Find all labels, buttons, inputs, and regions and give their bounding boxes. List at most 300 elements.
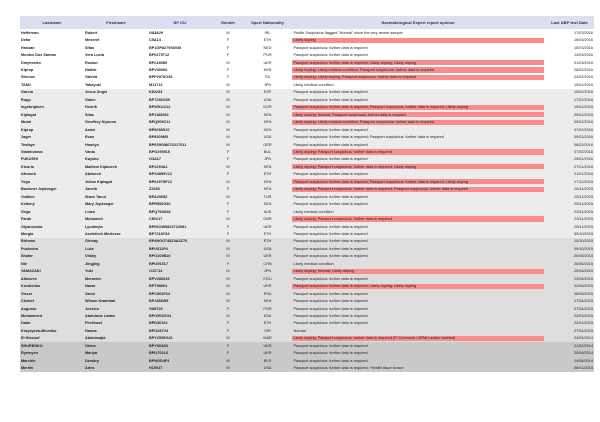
cell-opinion: [291, 349, 545, 356]
opinion-text: Passport suspicious: further data is required: [293, 321, 368, 326]
opinion-text: Likely doping; Passport suspicious: further data is required: [292, 216, 544, 221]
opinion-text: Likely doping; Passport suspicious: further data is required; Passport suspicious: further data is required: [292, 187, 544, 192]
cell-opinion: [291, 327, 545, 334]
cell-firstname: Asbel: [85, 127, 96, 132]
column-header-gender[interactable]: Gender: [212, 16, 244, 29]
table-row[interactable]: [20, 96, 594, 103]
cell-lastname: YAMAZAKI: [21, 269, 41, 274]
table-row[interactable]: [20, 290, 594, 297]
opinion-text: Passport suspicious: further data is required; Passport suspicious: further data is required: [293, 135, 444, 140]
cell-gender: F: [226, 172, 230, 177]
cell-nationality: POR: [263, 53, 272, 58]
cell-last-test-date: 17/04/2015: [573, 299, 593, 304]
opinion-text: Passport suspicious: further data is required: [293, 157, 368, 162]
opinion-text: Passport suspicious: further data is required: [293, 358, 368, 363]
table-row[interactable]: [20, 81, 594, 88]
cell-opinion: [291, 342, 545, 349]
cell-nationality: USA: [263, 97, 272, 102]
cell-firstname: Wilson Kwambai: [85, 299, 116, 304]
table-row[interactable]: [20, 342, 594, 349]
cell-last-test-date: 23/03/2015: [573, 313, 593, 318]
cell-bpid-link[interactable]: BPU311P4: [149, 246, 168, 251]
cell-bpid-link[interactable]: BPW511212: [149, 105, 171, 110]
cell-firstname: Jesus Angel: [85, 90, 108, 95]
cell-opinion-flagged: [291, 268, 545, 275]
cell-gender: M: [226, 284, 230, 289]
cell-opinion: [291, 44, 545, 51]
table-row[interactable]: [20, 200, 594, 207]
table-row[interactable]: [20, 230, 594, 237]
cell-firstname: Nazar: [85, 284, 96, 289]
table-row[interactable]: [20, 193, 594, 200]
cell-gender: F: [226, 187, 230, 192]
cell-opinion-flagged: [291, 215, 545, 222]
cell-last-test-date: 09/02/2016: [573, 120, 593, 125]
cell-bpid-link[interactable]: BPX3859V12: [149, 172, 173, 177]
cell-last-test-date: 17/03/2016: [573, 30, 593, 35]
cell-lastname: FUKUSHI: [21, 157, 38, 162]
cell-nationality: ALB: [263, 209, 272, 214]
cell-gender: M: [226, 60, 230, 65]
cell-opinion: [291, 290, 545, 297]
opinion-text: Passport suspicious: further data is required: [293, 202, 368, 207]
cell-nationality: CHN: [263, 261, 272, 266]
cell-nationality: KEN: [263, 127, 272, 132]
cell-nationality: ETH: [263, 231, 272, 236]
opinion-text: Likely doping; Passport suspicious: further data is required (FI Comment / APMU action needed): [292, 336, 544, 341]
cell-bpid-link[interactable]: BPQ794D28: [149, 209, 171, 214]
table-row[interactable]: [20, 297, 594, 304]
cell-bpid-link[interactable]: BPY3032N: [149, 343, 168, 348]
table-row[interactable]: [20, 335, 594, 342]
cell-last-test-date: 23/11/2015: [574, 209, 593, 214]
table-row[interactable]: [20, 171, 594, 178]
cell-lastname: Kiplagat: [21, 112, 36, 117]
cell-bpid-link[interactable]: BP06OW9822T22081: [149, 224, 187, 229]
cell-gender: M: [226, 194, 230, 199]
cell-nationality: USA: [263, 135, 272, 140]
cell-nationality: UKR: [263, 284, 272, 289]
cell-bpid-link[interactable]: M11714: [149, 82, 163, 87]
table-row[interactable]: [20, 208, 594, 215]
cell-nationality: ETH: [263, 321, 272, 326]
cell-gender: M: [226, 246, 230, 251]
table-row[interactable]: [20, 223, 594, 230]
cell-bpid-link[interactable]: BPI2702L6: [149, 351, 169, 356]
table-row[interactable]: [20, 178, 594, 185]
cell-lastname: Dado: [21, 321, 31, 326]
table-row[interactable]: [20, 238, 594, 245]
column-header-date[interactable]: Last ABP test Date: [545, 16, 594, 29]
cell-gender: F: [226, 45, 230, 50]
cell-bpid-link[interactable]: BP8309M5: [149, 135, 168, 140]
cell-nationality: UKR: [263, 254, 272, 259]
table-row[interactable]: [20, 163, 594, 170]
cell-lastname: Heffernan: [21, 30, 39, 35]
opinion-text: Passport suspicious: further data is required: [293, 299, 368, 304]
cell-nationality: JPN: [263, 269, 272, 274]
opinion-text: Passport suspicious: further data is required: [293, 224, 368, 229]
opinion-text: Passport suspicious: further data is required: [293, 172, 368, 177]
table-row[interactable]: [20, 327, 594, 334]
table-row[interactable]: [20, 245, 594, 252]
cell-firstname: Kayoko: [85, 157, 99, 162]
opinion-text: Likely doping; Normal; Passport suspicious: further data is required: [292, 112, 544, 117]
cell-nationality: EGU: [263, 276, 272, 281]
cell-firstname: Mary Jepkosgei: [85, 202, 114, 207]
table-row[interactable]: [20, 357, 594, 364]
cell-last-test-date: 14/03/2016: [573, 53, 593, 58]
cell-opinion-flagged: [291, 282, 545, 289]
table-row[interactable]: [20, 148, 594, 155]
cell-bpid-link[interactable]: BPV286633: [149, 276, 170, 281]
abp-table-sheet: [20, 16, 593, 372]
cell-firstname: Henrik: [85, 105, 97, 110]
cell-firstname: Janeth: [85, 187, 98, 192]
column-header-bpid[interactable]: BP ID#: [148, 16, 212, 29]
table-row[interactable]: [20, 312, 594, 319]
opinion-text: Passport suspicious: further data is required; Passport suspicious: further data is required; Likely doping: [292, 179, 544, 184]
cell-bpid-link[interactable]: BPC802F24: [149, 291, 170, 296]
cell-nationality: KEN: [263, 68, 272, 72]
column-header-lastname[interactable]: Lastname: [20, 16, 84, 29]
cell-bpid-link[interactable]: BPW2D4F4: [149, 358, 170, 363]
cell-bpid-link[interactable]: Z2296: [149, 187, 160, 192]
opinion-text: Passport suspicious: further data is required: [293, 142, 368, 147]
opinion-text: Passport suspicious: further data is required: [293, 194, 368, 199]
cell-gender: F: [226, 75, 230, 80]
table-row[interactable]: [20, 51, 594, 58]
cell-firstname: Valeria: [85, 75, 98, 80]
cell-last-test-date: 29/01/2016: [573, 157, 593, 162]
cell-firstname: Mathew Kipkoech: [85, 164, 118, 169]
table-row[interactable]: [20, 126, 594, 133]
cell-lastname: Ozbilen: [21, 194, 35, 199]
table-row[interactable]: [20, 74, 594, 81]
opinion-text: Passport suspicious: further data is required: [293, 90, 368, 95]
cell-opinion: [291, 96, 545, 103]
opinion-text: Normal: [293, 328, 306, 333]
cell-last-test-date: 21/01/2016: [573, 172, 593, 177]
cell-opinion-flagged: [291, 74, 545, 81]
cell-gender: M: [226, 112, 230, 117]
cell-firstname: Vitaliy: [85, 254, 97, 259]
cell-bpid-link[interactable]: BP1188961: [149, 112, 169, 117]
cell-last-test-date: 17/02/2016: [573, 97, 593, 102]
cell-bpid-link[interactable]: BP2293A1: [149, 164, 168, 169]
cell-opinion: [291, 89, 545, 96]
cell-opinion-flagged: [291, 104, 545, 111]
table-row[interactable]: [20, 133, 594, 140]
cell-gender: F: [226, 261, 230, 266]
cell-nationality: USA: [263, 246, 272, 251]
cell-lastname: Stambolova: [21, 149, 43, 154]
cell-gender: M: [226, 336, 230, 341]
cell-firstname: Mariya: [85, 351, 98, 356]
cell-firstname: Abebech: [85, 172, 102, 177]
table-row[interactable]: [20, 66, 594, 73]
cell-nationality: ETH: [263, 239, 272, 244]
cell-lastname: Birhanu: [21, 239, 36, 244]
cell-gender: M: [226, 269, 230, 274]
cell-bpid-link[interactable]: BPV30066: [149, 68, 168, 72]
cell-opinion: [291, 305, 545, 312]
cell-bpid-link[interactable]: K82233: [149, 90, 163, 95]
cell-firstname: Abdulaziz Ladan: [85, 313, 115, 318]
cell-gender: M: [226, 30, 230, 35]
cell-lastname: El Hissouf: [21, 336, 40, 341]
opinion-text: Passport suspicious: further data is required; Passport suspicious: further data is required; Likely doping: [292, 105, 544, 110]
column-header-opinion[interactable]: Haematological Expert report opinion: [291, 16, 545, 29]
table-row[interactable]: [20, 349, 594, 356]
cell-bpid-link[interactable]: BPI291517: [149, 261, 168, 266]
cell-opinion: [291, 81, 545, 88]
cell-last-test-date: 21/02/2014: [573, 343, 593, 348]
cell-lastname: Kiprop: [21, 127, 34, 132]
cell-firstname: Galen: [85, 97, 96, 102]
cell-lastname: Tesfaye: [21, 142, 35, 147]
table-header: [20, 16, 594, 29]
opinion-text: Likely doping; Normal; Likely doping: [292, 269, 544, 274]
cell-firstname: Yuki: [85, 269, 93, 274]
table-row[interactable]: [20, 44, 594, 51]
cell-bpid-link[interactable]: BP8298S10: [149, 127, 170, 132]
cell-firstname: Meseret: [85, 38, 100, 43]
cell-bpid-link[interactable]: BP4NGO748Z4A3Z70: [149, 239, 188, 244]
cell-bpid-link[interactable]: BPR506G30: [149, 202, 171, 207]
cell-nationality: TUR: [263, 194, 272, 199]
table-row[interactable]: [20, 260, 594, 267]
cell-bpid-link[interactable]: BPQ509C11: [149, 120, 171, 125]
cell-bpid-link[interactable]: BP1GP8279S0030: [149, 45, 182, 50]
cell-last-test-date: 07/04/2015: [573, 328, 593, 333]
cell-opinion: [291, 208, 545, 215]
opinion-text: Likely doping; Passport suspicious: further data is required: [292, 149, 544, 154]
cell-firstname: Firehiwot: [85, 321, 102, 326]
cell-lastname: SHURENKO: [21, 343, 43, 348]
cell-last-test-date: 26/06/2015: [573, 261, 593, 266]
cell-last-test-date: 22/01/2015: [573, 321, 593, 326]
cell-opinion: [291, 312, 545, 319]
cell-nationality: KEN: [263, 202, 272, 207]
cell-gender: M: [226, 239, 230, 244]
cell-nationality: BLR: [263, 358, 272, 363]
cell-lastname: Krayzyeva-Minenko: [21, 328, 57, 333]
cell-firstname: Luke: [85, 246, 94, 251]
cell-lastname: Kelteny: [21, 202, 35, 207]
cell-bpid-link[interactable]: BPG295915: [149, 149, 170, 154]
cell-nationality: RSA: [263, 291, 272, 296]
opinion-text: Passport suspicious: further data is required: [293, 313, 368, 318]
table-row[interactable]: [20, 215, 594, 222]
cell-bpid-link[interactable]: C5A14: [149, 38, 161, 43]
cell-bpid-link[interactable]: CNIV17: [149, 217, 163, 222]
cell-nationality: USA: [263, 366, 272, 371]
cell-opinion: [291, 297, 545, 304]
cell-firstname: Aselefech Mezlesse: [85, 231, 121, 236]
cell-last-test-date: 02/06/2015: [573, 284, 593, 289]
cell-nationality: ISR: [264, 328, 271, 333]
cell-last-test-date: 07/02/2016: [573, 149, 593, 154]
table-row[interactable]: [20, 320, 594, 327]
cell-bpid-link[interactable]: BPO209B16: [149, 254, 171, 259]
table-row[interactable]: [20, 104, 594, 111]
opinion-text: Passport suspicious: further data is required: [293, 254, 368, 259]
cell-bpid-link[interactable]: BPP2576O36: [149, 75, 173, 80]
cell-firstname: Jingjing: [85, 261, 100, 266]
table-row[interactable]: [20, 36, 594, 43]
table-row[interactable]: [20, 59, 594, 66]
cell-bpid-link[interactable]: O83A29: [149, 30, 164, 35]
cell-nationality: UKR: [263, 351, 272, 356]
cell-gender: M: [226, 299, 230, 304]
cell-opinion: [291, 357, 545, 364]
cell-lastname: Aitnavev: [21, 276, 37, 281]
table-row[interactable]: [20, 186, 594, 193]
cell-bpid-link[interactable]: BP6197SP12: [149, 179, 173, 184]
table-row[interactable]: [20, 275, 594, 282]
cell-firstname: Olena: [85, 343, 96, 348]
cell-last-test-date: 16/03/2016: [573, 38, 593, 43]
cell-gender: M: [226, 97, 230, 102]
cell-bpid-link[interactable]: G88T26: [149, 306, 163, 311]
cell-firstname: Aries: [85, 366, 95, 371]
cell-bpid-link[interactable]: BPA2968Z: [149, 194, 168, 199]
cell-nationality: MAR: [263, 336, 272, 341]
opinion-text: Passport suspicious: further data is required: [293, 291, 368, 296]
cell-lastname: Gega: [21, 209, 31, 214]
cell-gender: M: [226, 276, 230, 281]
cell-lastname: Ryemyen: [21, 351, 38, 356]
table-row[interactable]: [20, 282, 594, 289]
cell-gender: F: [226, 38, 230, 43]
cell-bpid-link[interactable]: BPY2559G26: [149, 336, 173, 341]
cell-opinion-flagged: [291, 335, 545, 342]
cell-firstname: Geoffrey Kiprono: [85, 120, 117, 125]
cell-opinion: [291, 126, 545, 133]
cell-nationality: IRL: [264, 30, 271, 35]
cell-nationality: JPN: [263, 82, 272, 87]
cell-firstname: Sifan: [85, 45, 95, 50]
cell-gender: M: [226, 179, 230, 184]
table-row[interactable]: [20, 156, 594, 163]
cell-opinion: [291, 320, 545, 327]
cell-last-test-date: 26/02/2016: [573, 68, 593, 72]
cell-last-test-date: 10/02/2016: [573, 90, 593, 95]
table-row[interactable]: [20, 305, 594, 312]
cell-bpid-link[interactable]: BPG287V4: [149, 328, 169, 333]
cell-opinion: [291, 238, 545, 245]
cell-opinion-flagged: [291, 178, 545, 185]
cell-gender: F: [226, 149, 230, 154]
cell-nationality: UKR: [263, 60, 272, 65]
cell-bpid-link[interactable]: BPO503IY24: [149, 313, 172, 318]
opinion-text: Passport suspicious: further data is required: [293, 276, 368, 281]
cell-last-test-date: 25/11/2015: [574, 202, 593, 207]
table-row[interactable]: [20, 364, 594, 371]
opinion-text: Passport suspicious: further data is required: [293, 97, 368, 102]
cell-nationality: POR: [263, 306, 272, 311]
cell-bpid-link[interactable]: BPJ486W9: [149, 299, 169, 304]
opinion-text: Likely medical condition: [293, 261, 334, 266]
column-header-nationality[interactable]: Sport Nationality: [244, 16, 291, 29]
cell-last-test-date: 15/03/2016: [573, 45, 593, 50]
cell-gender: F: [226, 224, 230, 229]
cell-opinion: [291, 29, 545, 36]
opinion-text: Likely medical condition: [293, 82, 334, 87]
cell-gender: F: [226, 306, 230, 311]
cell-lastname: Afework: [21, 172, 36, 177]
cell-last-test-date: 06/02/2016: [573, 142, 593, 147]
cell-bpid-link[interactable]: BP6S9GI867S217011: [149, 142, 187, 147]
cell-bpid-link[interactable]: BPD30102: [149, 321, 168, 326]
opinion-text: Likely doping; Likely medical condition; Passport suspicious: further data is required: [292, 120, 544, 125]
table-row[interactable]: [20, 141, 594, 148]
cell-bpid-link[interactable]: O11714: [149, 269, 163, 274]
cell-gender: F: [226, 209, 230, 214]
cell-firstname: Julius Kiplagat: [85, 179, 113, 184]
cell-gender: M: [226, 135, 230, 140]
cell-lastname: Augusto: [21, 306, 37, 311]
cell-last-test-date: 07/04/2015: [573, 306, 593, 311]
cell-opinion-flagged: [291, 148, 545, 155]
table-row[interactable]: [20, 111, 594, 118]
cell-nationality: GER: [263, 142, 272, 147]
cell-firstname: Robert: [85, 30, 98, 35]
cell-bpid-link[interactable]: BP0279T12: [149, 53, 170, 58]
cell-last-test-date: 20/06/2014: [573, 351, 593, 356]
cell-lastname: Farah: [21, 217, 32, 222]
cell-opinion-flagged: [291, 36, 545, 43]
table-row[interactable]: [20, 268, 594, 275]
cell-nationality: ETH: [263, 172, 272, 177]
cell-firstname: Mohamed: [85, 217, 103, 222]
table-row[interactable]: [20, 89, 594, 96]
cell-gender: M: [226, 164, 230, 169]
cell-firstname: Abdelmajid: [85, 336, 106, 341]
table-row[interactable]: [20, 253, 594, 260]
cell-bpid-link[interactable]: BP7218Y34: [149, 231, 170, 236]
cell-gender: F: [226, 351, 230, 356]
cell-lastname: Rupp: [21, 97, 31, 102]
cell-bpid-link[interactable]: BP7296O35: [149, 97, 170, 102]
cell-last-test-date: 26/11/2015: [574, 187, 593, 192]
opinion-text: Likely doping; Likely medical condition; Passport suspicious: further data is required: [292, 67, 544, 72]
cell-firstname: Zarck: [85, 291, 96, 296]
table-row[interactable]: [20, 118, 594, 125]
cell-lastname: Visser: [21, 291, 33, 296]
cell-gender: F: [226, 157, 230, 162]
cell-bpid-link[interactable]: O3A17: [149, 157, 162, 162]
cell-lastname: Strenov: [21, 75, 36, 80]
cell-firstname: Lyudmyla: [85, 224, 103, 229]
cell-bpid-link[interactable]: BP218989: [149, 60, 167, 65]
opinion-text: Passport suspicious: further data is required: [293, 246, 368, 251]
cell-last-test-date: 06/01/2015: [573, 366, 593, 371]
cell-firstname: Vania: [85, 149, 95, 154]
cell-lastname: Dmytrenko: [21, 60, 41, 65]
cell-bpid-link[interactable]: BPT98004: [149, 284, 168, 289]
opinion-text: Passport suspicious: further data is required: [293, 127, 368, 132]
cell-last-test-date: 07/02/2016: [573, 127, 593, 132]
opinion-text: Passport suspicious: further data is required: [293, 351, 368, 356]
table-row[interactable]: [20, 29, 594, 36]
cell-last-test-date: 23/05/2014: [573, 336, 593, 341]
column-header-firstname[interactable]: Firstname: [84, 16, 148, 29]
cell-last-test-date: 13/06/2015: [573, 276, 593, 281]
cell-bpid-link[interactable]: H10917: [149, 366, 163, 371]
cell-gender: M: [226, 358, 230, 363]
